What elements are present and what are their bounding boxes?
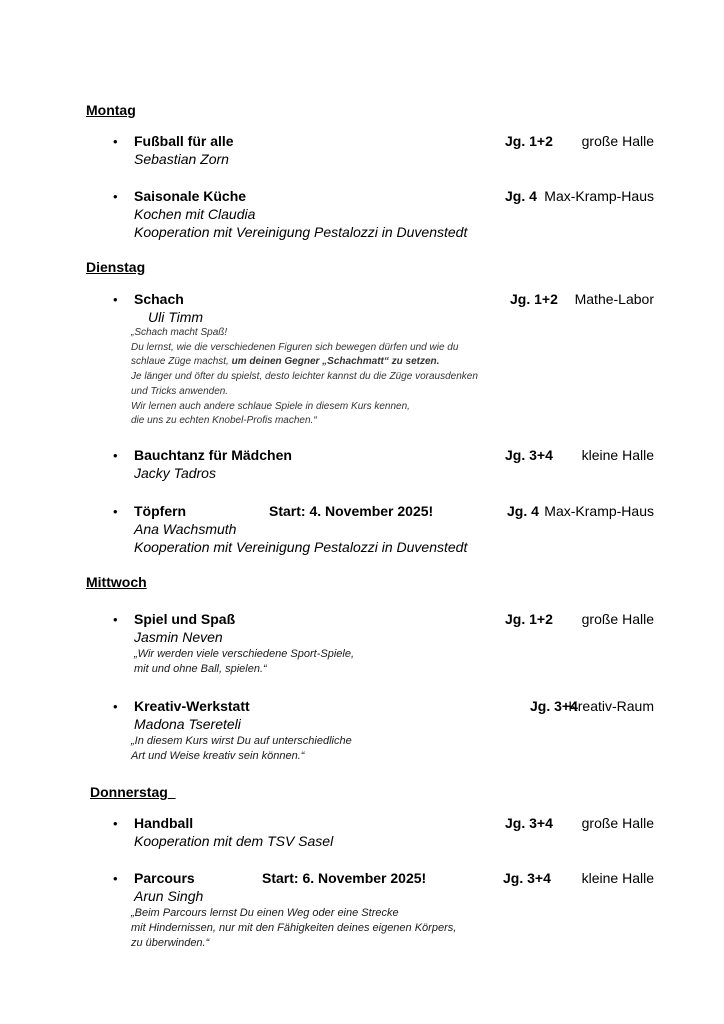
course-title: Parcours: [134, 870, 195, 886]
course-room: Kreativ-Raum: [568, 698, 654, 714]
course-grade: Jg. 1+2: [505, 133, 553, 149]
bullet: •: [113, 134, 118, 149]
course-grade: Jg. 3+4: [530, 698, 578, 714]
course-description: [134, 647, 354, 677]
day-heading-dienstag: Dienstag: [86, 259, 146, 275]
course-teacher: Ana Wachsmuth: [134, 521, 237, 537]
description-line: „Beim Parcours lernst Du einen Weg oder eine Strecke: [131, 907, 399, 919]
description-line: Du lernst, wie die verschiedenen Figuren sich bewegen dürfen und wie du: [131, 341, 459, 353]
description-line: „In diesem Kurs wirst Du auf unterschiedliche: [131, 735, 352, 747]
course-room: Max-Kramp-Haus: [544, 503, 654, 519]
course-start-date: Start: 4. November 2025!: [269, 503, 434, 519]
course-room: Mathe-Labor: [574, 291, 654, 307]
course-teacher: Kooperation mit dem TSV Sasel: [134, 833, 334, 849]
course-title: Bauchtanz für Mädchen: [134, 447, 292, 463]
description-line: Je länger und öfter du spielst, desto leichter kannst du die Züge vorausdenken: [131, 371, 478, 383]
course-title: Saisonale Küche: [134, 188, 247, 204]
course-title: Kreativ-Werkstatt: [134, 698, 250, 714]
description-line: Wir lernen auch andere schlaue Spiele in diesem Kurs kennen,: [131, 400, 410, 412]
bullet: •: [113, 612, 118, 627]
description-line: zu überwinden.“: [131, 937, 210, 949]
course-room: kleine Halle: [581, 447, 654, 463]
course-grade: Jg. 3+4: [503, 870, 551, 886]
course-cooperation: Kooperation mit Vereinigung Pestalozzi in Duvenstedt: [134, 224, 468, 240]
bullet: •: [113, 448, 118, 463]
course-teacher: Madona Tsereteli: [134, 716, 241, 732]
description-line: [131, 355, 478, 370]
course-room: große Halle: [581, 815, 654, 831]
description-line: „Wir werden viele verschiedene Sport-Spiele,: [134, 648, 354, 660]
course-room: kleine Halle: [581, 870, 654, 886]
description-emphasis: um deinen Gegner „Schachmatt“ zu setzen.: [231, 356, 440, 368]
course-start-date: Start: 6. November 2025!: [262, 870, 427, 886]
course-teacher: Jacky Tadros: [134, 465, 216, 481]
course-description: [131, 906, 456, 951]
description-line: Art und Weise kreativ sein können.“: [131, 750, 305, 762]
description-line: „Schach macht Spaß!: [131, 327, 228, 338]
course-description: [131, 734, 352, 764]
course-grade: Jg. 4: [505, 188, 537, 204]
course-teacher: Jasmin Neven: [134, 629, 223, 645]
course-grade: Jg. 3+4: [505, 815, 553, 831]
bullet: •: [113, 292, 118, 307]
course-title: Handball: [134, 815, 194, 831]
description-line: mit Hindernissen, nur mit den Fähigkeiten deines eigenen Körpers,: [131, 922, 457, 934]
bullet: •: [113, 816, 118, 831]
course-title: Spiel und Spaß: [134, 611, 236, 627]
description-text: schlaue Züge machst,: [131, 356, 232, 368]
course-title: Fußball für alle: [134, 133, 234, 149]
course-room: große Halle: [581, 133, 654, 149]
course-teacher: Kochen mit Claudia: [134, 206, 256, 222]
bullet: •: [113, 189, 118, 204]
course-teacher: Arun Singh: [134, 888, 204, 904]
course-description: [131, 326, 478, 429]
course-grade: Jg. 3+4: [505, 447, 553, 463]
day-heading-donnerstag: [90, 785, 176, 799]
course-grade: Jg. 4: [507, 503, 539, 519]
description-line: die uns zu echten Knobel-Profis machen.“: [131, 415, 317, 427]
course-room: Max-Kramp-Haus: [544, 188, 654, 204]
course-teacher: Uli Timm: [148, 309, 204, 325]
bullet: •: [113, 871, 118, 886]
course-cooperation: Kooperation mit Vereinigung Pestalozzi in Duvenstedt: [134, 539, 468, 555]
bullet: •: [113, 699, 118, 714]
course-grade: Jg. 1+2: [505, 611, 553, 627]
course-title: Töpfern: [134, 503, 187, 519]
bullet: •: [113, 504, 118, 519]
course-teacher: Sebastian Zorn: [134, 151, 229, 167]
course-room: große Halle: [581, 611, 654, 627]
course-grade: Jg. 1+2: [510, 291, 558, 307]
description-line: mit und ohne Ball, spielen.“: [134, 663, 267, 675]
course-title: Schach: [134, 291, 184, 307]
description-line: und Tricks anwenden.: [131, 385, 229, 397]
day-heading-montag: Montag: [86, 102, 136, 118]
day-heading-label: Donnerstag: [90, 784, 168, 800]
day-heading-mittwoch: Mittwoch: [86, 574, 147, 590]
